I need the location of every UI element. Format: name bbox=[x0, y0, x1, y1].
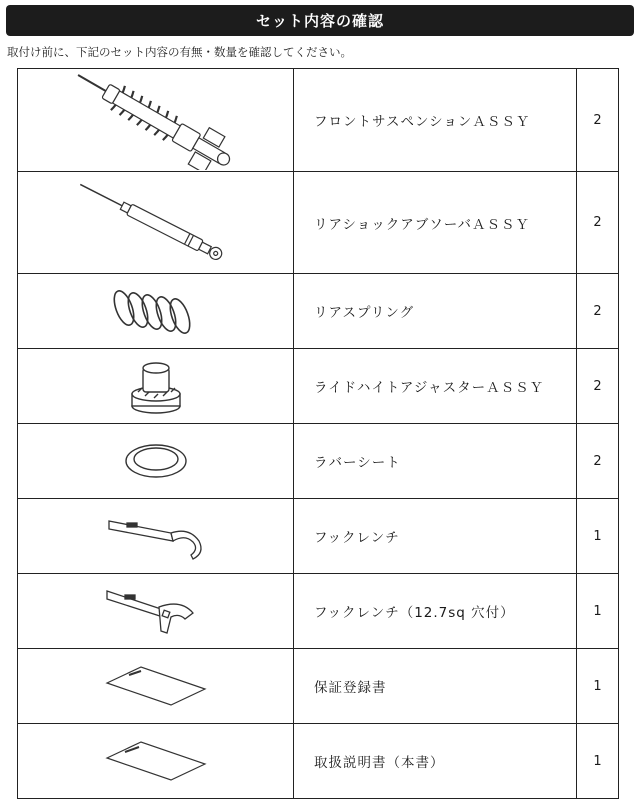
contents-table bbox=[17, 68, 619, 799]
item-name: フックレンチ bbox=[294, 499, 577, 574]
table-row bbox=[18, 649, 619, 724]
table-row bbox=[18, 172, 619, 274]
item-qty: 1 bbox=[577, 574, 619, 649]
table-row bbox=[18, 69, 619, 172]
hook-wrench-square-icon bbox=[101, 583, 211, 639]
item-qty: 1 bbox=[577, 499, 619, 574]
item-qty: 1 bbox=[577, 724, 619, 799]
table-row bbox=[18, 424, 619, 499]
item-name: 取扱説明書（本書） bbox=[294, 724, 577, 799]
item-name: ラバーシート bbox=[294, 424, 577, 499]
rear-spring-icon bbox=[106, 281, 206, 341]
item-qty: 1 bbox=[577, 649, 619, 724]
item-name: フロントサスペンションＡＳＳＹ bbox=[294, 69, 577, 172]
hook-wrench-icon bbox=[101, 511, 211, 561]
table-row bbox=[18, 724, 619, 799]
rear-shock-icon bbox=[76, 178, 236, 268]
table-row bbox=[18, 499, 619, 574]
table-row bbox=[18, 349, 619, 424]
warranty-icon bbox=[101, 663, 211, 709]
section-title: セット内容の確認 bbox=[255, 12, 384, 30]
ride-height-adjuster-icon bbox=[121, 354, 191, 418]
item-name: リアスプリング bbox=[294, 274, 577, 349]
section-header bbox=[6, 5, 634, 36]
rubber-seat-icon bbox=[121, 439, 191, 483]
item-qty: 2 bbox=[577, 172, 619, 274]
item-name: フックレンチ（12.7sq 穴付） bbox=[294, 574, 577, 649]
table-row bbox=[18, 574, 619, 649]
front-suspension-icon bbox=[56, 70, 256, 170]
item-qty: 2 bbox=[577, 69, 619, 172]
manual-icon bbox=[101, 738, 211, 784]
intro-text: 取付け前に、下記のセット内容の有無・数量を確認してください。 bbox=[7, 45, 352, 59]
item-name: 保証登録書 bbox=[294, 649, 577, 724]
item-name: リアショックアブソーバＡＳＳＹ bbox=[294, 172, 577, 274]
item-name: ライドハイトアジャスターＡＳＳＹ bbox=[294, 349, 577, 424]
item-qty: 2 bbox=[577, 349, 619, 424]
item-qty: 2 bbox=[577, 424, 619, 499]
table-row bbox=[18, 274, 619, 349]
item-qty: 2 bbox=[577, 274, 619, 349]
